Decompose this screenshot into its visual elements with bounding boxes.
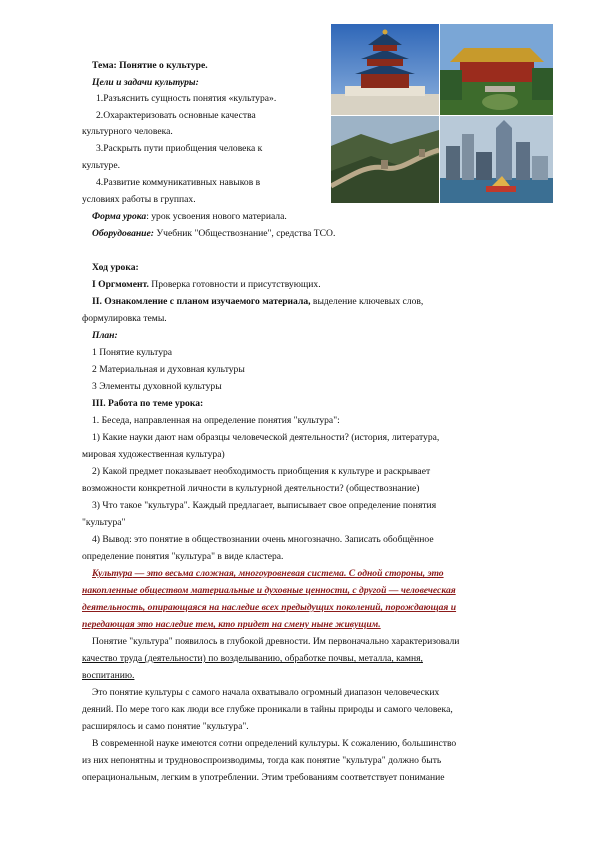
step-2 bbox=[92, 296, 423, 307]
equipment-label: Оборудование: bbox=[92, 228, 154, 239]
lesson-topic: Тема: Понятие о культуре. bbox=[92, 60, 208, 71]
paragraph-2-line3: расширялось и само понятие "культура". bbox=[82, 721, 249, 732]
step-2-text: выделение ключевых слов, bbox=[310, 296, 424, 307]
definition-line3: деятельность, опирающаяся на наследие всех предыдущих поколений, порождающая и bbox=[82, 602, 457, 613]
hong-kong-skyline-photo bbox=[440, 116, 553, 203]
step-3-label: III. Работа по теме урока: bbox=[92, 398, 204, 409]
definition-line4: передающая это наследие тем, кто придет на смену ныне живущим. bbox=[82, 619, 381, 630]
question-2-line1: 2) Какой предмет показывает необходимость приобщения к культуре и раскрывает bbox=[92, 466, 431, 477]
forbidden-city-photo bbox=[440, 24, 553, 115]
paragraph-2-line2: деяний. По мере того как люди все глубже проникали в тайны природы и самого человека, bbox=[82, 704, 453, 715]
lesson-form-text: : урок усвоения нового материала. bbox=[146, 211, 287, 222]
paragraph-3-line2: из них непонятны и трудновоспроизводимы, тогда как понятие "культура" должно быть bbox=[82, 755, 442, 766]
plan-item: 2 Материальная и духовная культуры bbox=[92, 364, 245, 375]
question-4-line1: 4) Вывод: это понятие в обществознании очень многозначно. Записать обобщённое bbox=[92, 534, 434, 545]
definition-line1 bbox=[92, 568, 444, 579]
goal-2-line2: культурного человека. bbox=[82, 126, 173, 137]
lesson-form bbox=[92, 211, 287, 222]
great-wall-photo bbox=[331, 116, 439, 203]
goal-4-line2: условиях работы в группах. bbox=[82, 194, 196, 205]
paragraph-3-line3: операциональным, легким в употреблении. Этим требованиям соответствует понимание bbox=[82, 772, 445, 783]
lesson-equipment bbox=[92, 228, 335, 239]
definition-term: Культура bbox=[92, 568, 133, 579]
question-1-line2: мировая художественная культура) bbox=[82, 449, 225, 460]
paragraph-1-line2: качество труда (деятельности) по возделыванию, обработке почвы, металла, камня, bbox=[82, 653, 423, 664]
plan-item: 1 Понятие культура bbox=[92, 347, 173, 358]
equipment-text: Учебник "Обществознание", средства ТСО. bbox=[153, 228, 336, 239]
step-1-text: Проверка готовности и присутствующих. bbox=[148, 279, 321, 290]
goal-2-line1: 2.Охарактеризовать основные качества bbox=[96, 110, 256, 121]
goal-3-line2: культуре. bbox=[82, 160, 121, 171]
plan-label: План: bbox=[92, 330, 118, 341]
question-3-line1: 3) Что такое "культура". Каждый предлагает, выписывает свое определение понятия bbox=[92, 500, 437, 511]
temple-of-heaven-photo bbox=[331, 24, 439, 115]
goal-1: 1.Разъяснить сущность понятия «культура». bbox=[96, 93, 277, 104]
question-2-line2: возможности конкретной личности в культурной деятельности? (обществознание) bbox=[82, 483, 420, 494]
paragraph-1-line1: Понятие "культура" появилось в глубокой древности. Им первоначально характеризовали bbox=[92, 636, 460, 647]
paragraph-1-line3: воспитанию. bbox=[82, 670, 135, 681]
question-1-line1: 1) Какие науки дают нам образцы человеческой деятельности? (история, литература, bbox=[92, 432, 440, 443]
question-3-line2: "культура" bbox=[82, 517, 126, 528]
step-2-continued: формулировка темы. bbox=[82, 313, 167, 324]
step-2-label: II. Ознакомление с планом изучаемого материала, bbox=[92, 296, 311, 307]
question-4-line2: определение понятия "культура" в виде кластера. bbox=[82, 551, 284, 562]
step-1-label: I Оргмомент. bbox=[92, 279, 149, 290]
plan-item: 3 Элементы духовной культуры bbox=[92, 381, 222, 392]
paragraph-2-line1: Это понятие культуры с самого начала охватывало огромный диапазон человеческих bbox=[92, 687, 440, 698]
goal-4-line1: 4.Развитие коммуникативных навыков в bbox=[96, 177, 261, 188]
paragraph-3-line1: В современной науке имеются сотни определений культуры. К сожалению, большинство bbox=[92, 738, 457, 749]
lesson-heading: Ход урока: bbox=[92, 262, 139, 273]
definition-line2: накопленные обществом материальные и духовные ценности, с другой — человеческая bbox=[82, 585, 456, 596]
goal-3-line1: 3.Раскрыть пути приобщения человека к bbox=[96, 143, 263, 154]
lesson-form-label: Форма урока bbox=[92, 211, 147, 222]
question-intro: 1. Беседа, направленная на определение понятия "культура": bbox=[92, 415, 340, 426]
step-1 bbox=[92, 279, 321, 290]
goals-title: Цели и задачи культуры: bbox=[92, 77, 199, 88]
definition-text: — это весьма сложная, многоуровневая система. С одной стороны, это bbox=[132, 568, 444, 579]
